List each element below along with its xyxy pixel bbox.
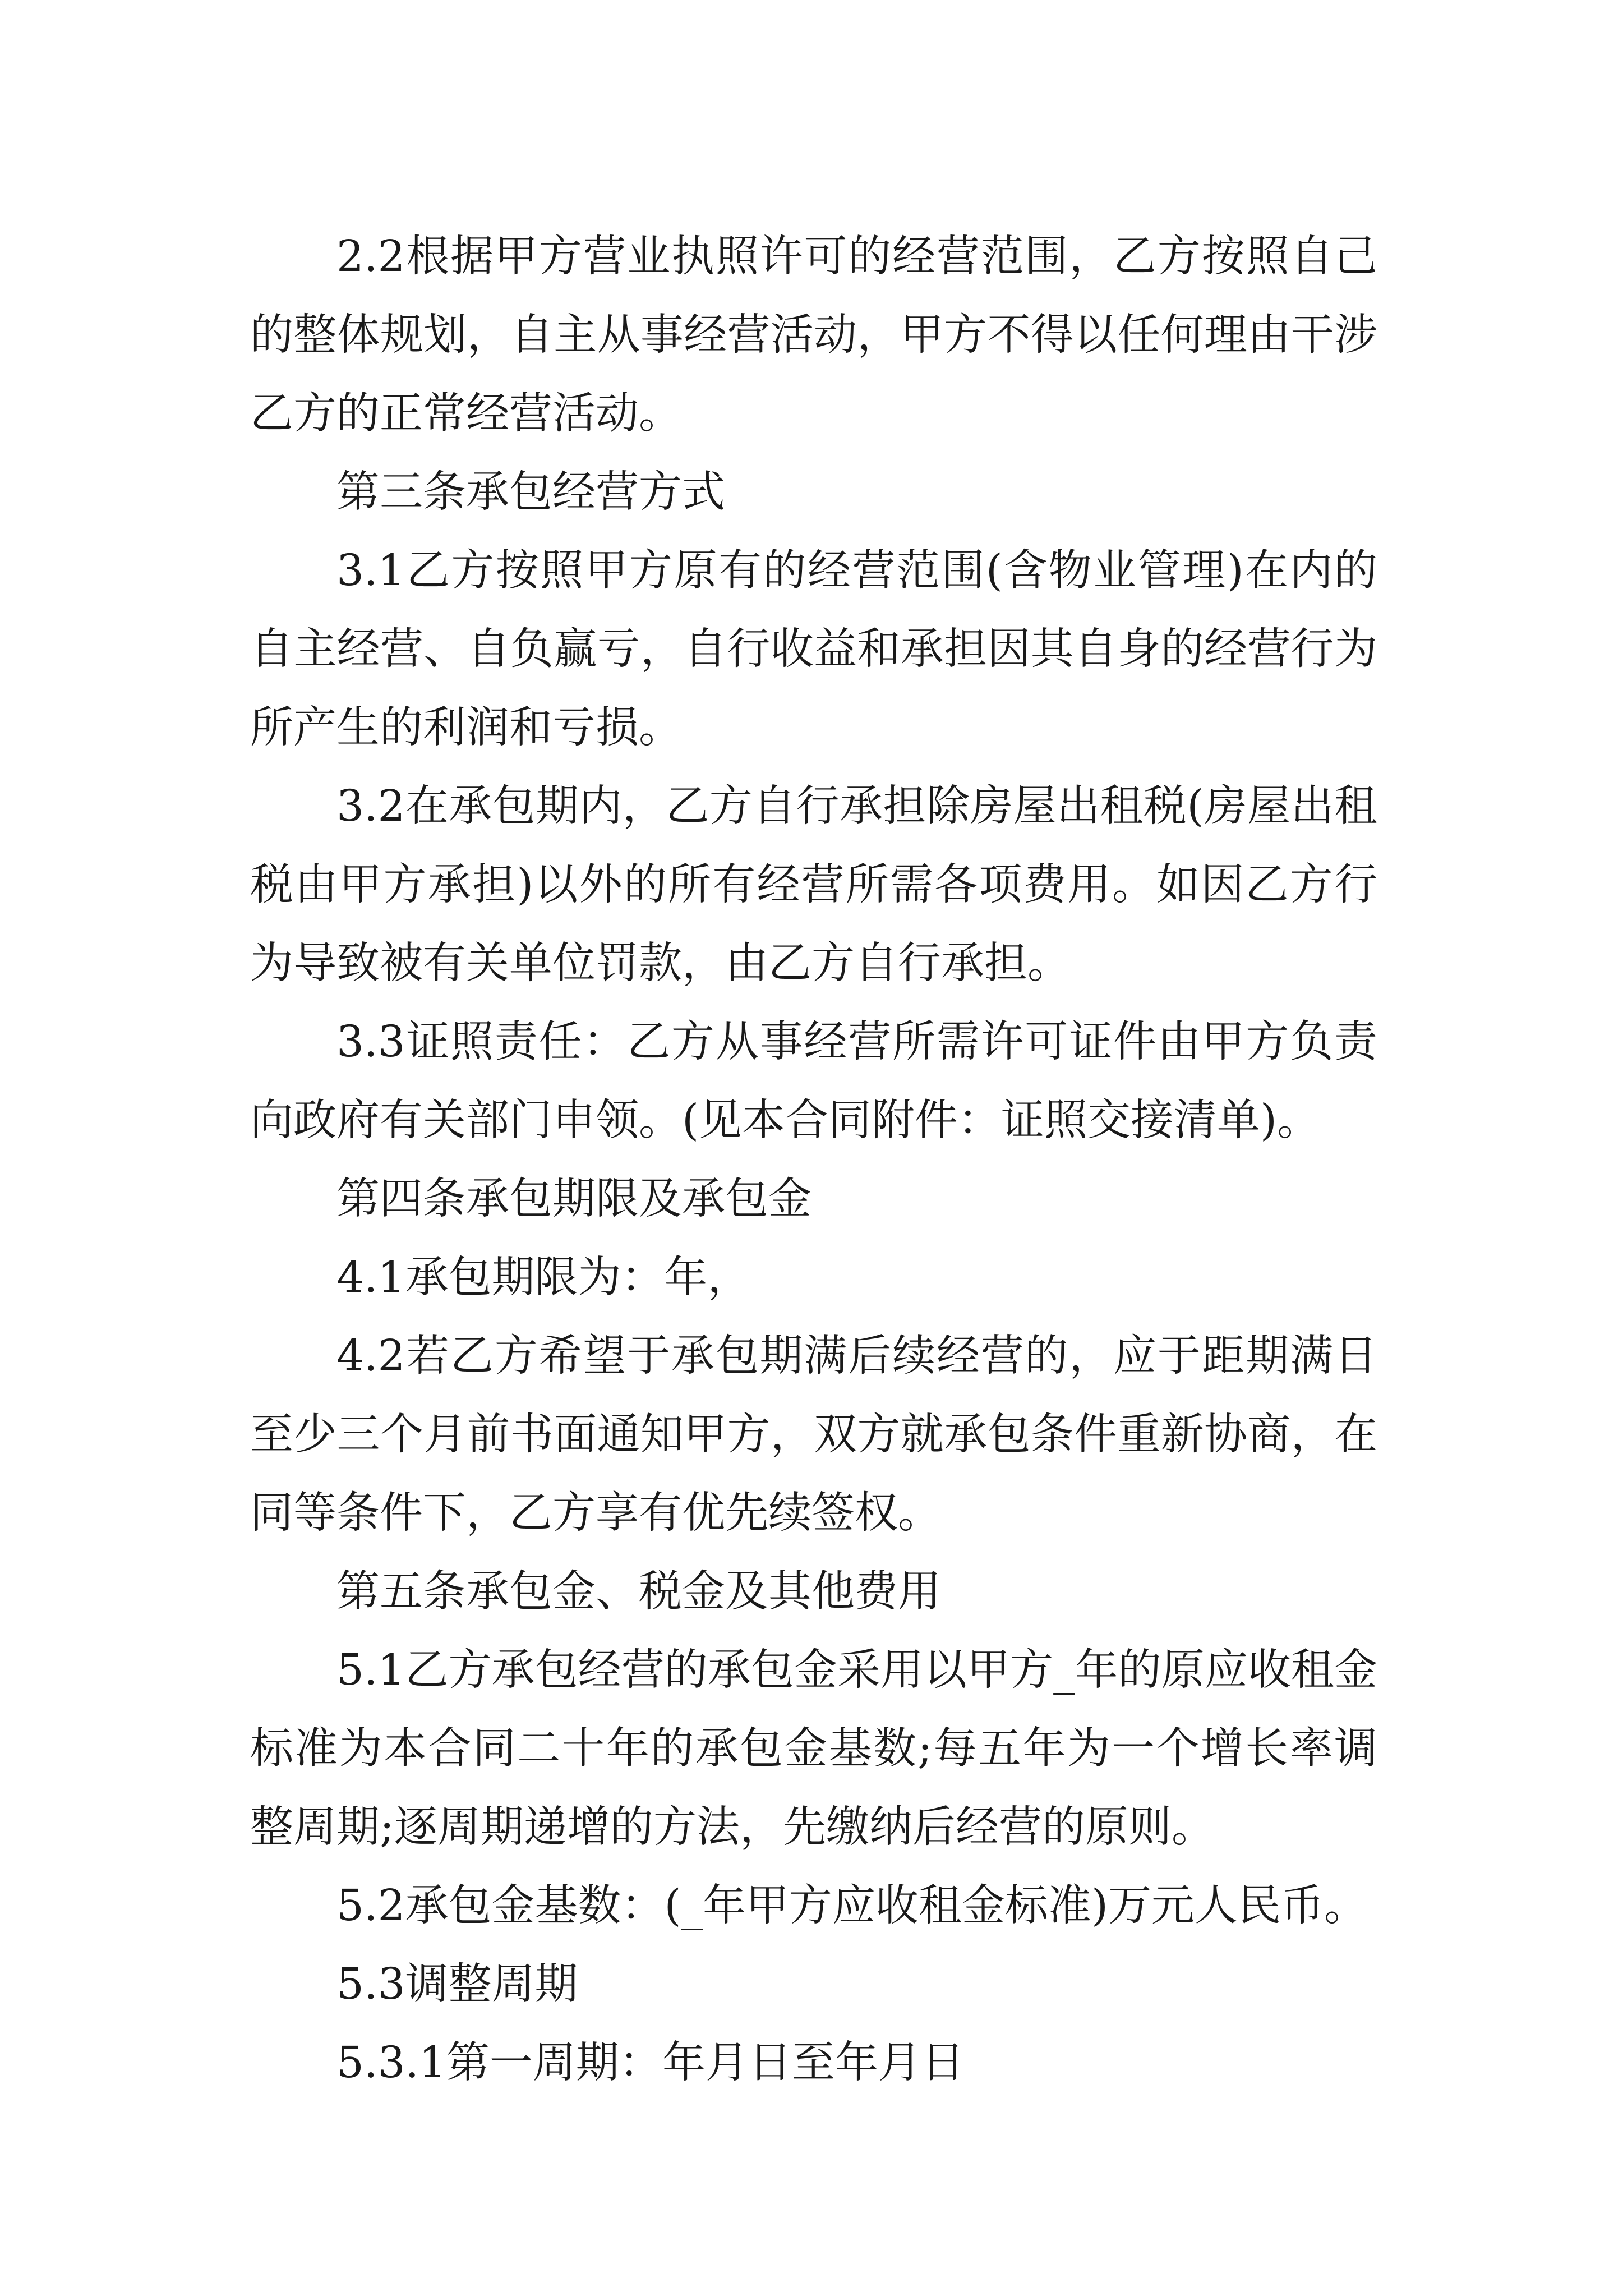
article-3-heading: 第三条承包经营方式 <box>336 467 725 517</box>
clause-5-1: 5.1乙方承包经营的承包金采用以甲方_年的原应收租金标准为本合同二十年的承包金基数;每五年为一个增长率调整周期;逐周期递增的方法，先缴纳后经营的原则。 <box>250 1645 1377 1852</box>
clause-5-3: 5.3调整周期 <box>336 1959 578 2009</box>
clause-3-2: 3.2在承包期内，乙方自行承担除房屋出租税(房屋出租税由甲方承担)以外的所有经营所需各项费用。如因乙方行为导致被有关单位罚款，由乙方自行承担。 <box>250 781 1377 988</box>
clause-4-2: 4.2若乙方希望于承包期满后续经营的，应于距期满日至少三个月前书面通知甲方，双方就承包条件重新协商，在同等条件下，乙方享有优先续签权。 <box>250 1331 1377 1538</box>
clause-5-3-1: 5.3.1第一周期：年月日至年月日 <box>336 2038 965 2088</box>
clause-2-2: 2.2根据甲方营业执照许可的经营范围，乙方按照自己的整体规划，自主从事经营活动，甲方不得以任何理由干涉乙方的正常经营活动。 <box>250 232 1377 439</box>
clause-5-2: 5.2承包金基数：(_年甲方应收租金标准)万元人民币。 <box>336 1881 1368 1931</box>
article-4-heading: 第四条承包期限及承包金 <box>336 1174 811 1224</box>
clause-4-1: 4.1承包期限为：年， <box>336 1253 751 1303</box>
clause-3-3: 3.3证照责任：乙方从事经营所需许可证件由甲方负责向政府有关部门申领。(见本合同附件：证照交接清单)。 <box>250 1017 1377 1145</box>
document-page <box>250 218 1377 2102</box>
clause-3-1: 3.1乙方按照甲方原有的经营范围(含物业管理)在内的自主经营、自负赢亏，自行收益和承担因其自身的经营行为所产生的利润和亏损。 <box>250 546 1377 753</box>
article-5-heading: 第五条承包金、税金及其他费用 <box>336 1567 941 1617</box>
